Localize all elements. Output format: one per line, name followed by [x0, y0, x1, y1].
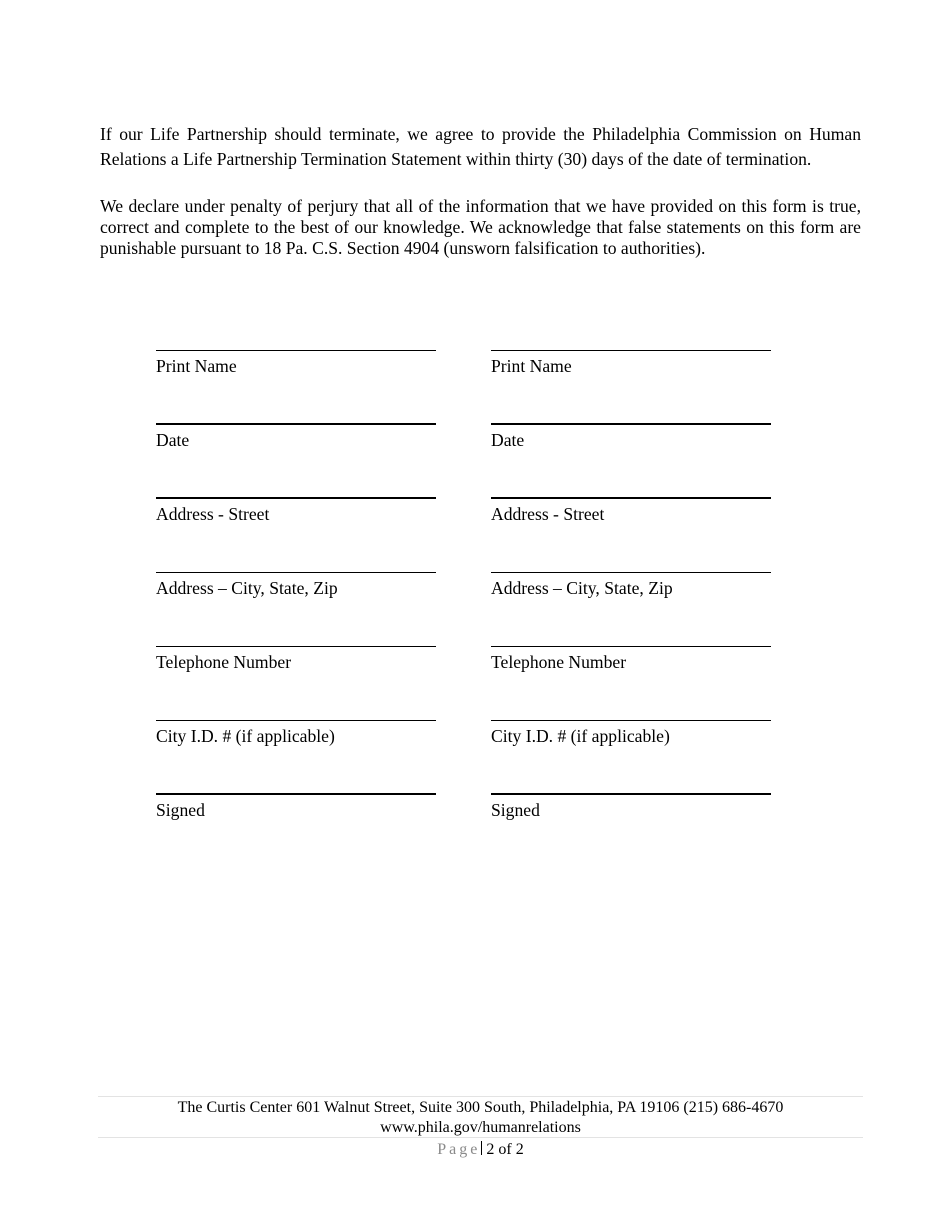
signed-field-left[interactable] [156, 794, 436, 868]
date-field-right[interactable] [491, 424, 771, 498]
page-separator [481, 1141, 482, 1155]
print-name-field-right[interactable] [491, 350, 771, 424]
print-name-label-right: Print Name [491, 356, 572, 376]
address-city-label-left: Address – City, State, Zip [156, 578, 338, 598]
page-number-footer [98, 1140, 863, 1160]
print-name-line-left [156, 350, 436, 351]
date-field-left[interactable] [156, 424, 436, 498]
signed-field-right[interactable] [491, 794, 771, 868]
address-city-line-right [491, 572, 771, 573]
signed-label-left: Signed [156, 800, 205, 820]
address-street-field-right[interactable] [491, 498, 771, 572]
address-street-label-right: Address - Street [491, 504, 605, 524]
signed-line-right [491, 793, 771, 795]
address-city-field-left[interactable] [156, 572, 436, 646]
telephone-line-left [156, 646, 436, 647]
city-id-label-right: City I.D. # (if applicable) [491, 726, 670, 746]
address-city-label-right: Address – City, State, Zip [491, 578, 673, 598]
print-name-field-left[interactable] [156, 350, 436, 424]
signed-line-left [156, 793, 436, 795]
page-word: Page [437, 1141, 481, 1158]
telephone-field-left[interactable] [156, 646, 436, 720]
print-name-label-left: Print Name [156, 356, 237, 376]
signature-block-left [156, 350, 436, 868]
signature-block-right [491, 350, 771, 868]
address-street-label-left: Address - Street [156, 504, 270, 524]
signed-label-right: Signed [491, 800, 540, 820]
footer-bottom-rule [98, 1137, 863, 1138]
address-street-line-right [491, 497, 771, 499]
date-line-left [156, 423, 436, 425]
date-label-right: Date [491, 430, 525, 450]
city-id-field-right[interactable] [491, 720, 771, 794]
telephone-label-left: Telephone Number [156, 652, 292, 672]
telephone-label-right: Telephone Number [491, 652, 627, 672]
print-name-line-right [491, 350, 771, 351]
perjury-declaration-paragraph: We declare under penalty of perjury that all of the information that we have provided on this form is true, correct and complete to the best of our knowledge. We acknowledge that false statements on this form are punishable pursuant to 18 Pa. C.S. Section 4904 (unsworn falsification to authorities). [100, 196, 861, 258]
address-street-field-left[interactable] [156, 498, 436, 572]
termination-paragraph: If our Life Partnership should terminate, we agree to provide the Philadelphia Commission on Human Relations a Life Partnership Termination Statement within thirty (30) days of the date of termination. [100, 124, 861, 169]
address-city-field-right[interactable] [491, 572, 771, 646]
city-id-line-right [491, 720, 771, 721]
address-street-line-left [156, 497, 436, 499]
date-line-right [491, 423, 771, 425]
city-id-line-left [156, 720, 436, 721]
footer-url: www.phila.gov/humanrelations [380, 1119, 581, 1136]
page-number: 2 of 2 [486, 1141, 524, 1158]
footer-top-rule [98, 1096, 863, 1097]
city-id-field-left[interactable] [156, 720, 436, 794]
date-label-left: Date [156, 430, 190, 450]
telephone-line-right [491, 646, 771, 647]
telephone-field-right[interactable] [491, 646, 771, 720]
footer-address: The Curtis Center 601 Walnut Street, Suite 300 South, Philadelphia, PA 19106 (215) 686-4670 [177, 1099, 784, 1116]
city-id-label-left: City I.D. # (if applicable) [156, 726, 335, 746]
address-city-line-left [156, 572, 436, 573]
